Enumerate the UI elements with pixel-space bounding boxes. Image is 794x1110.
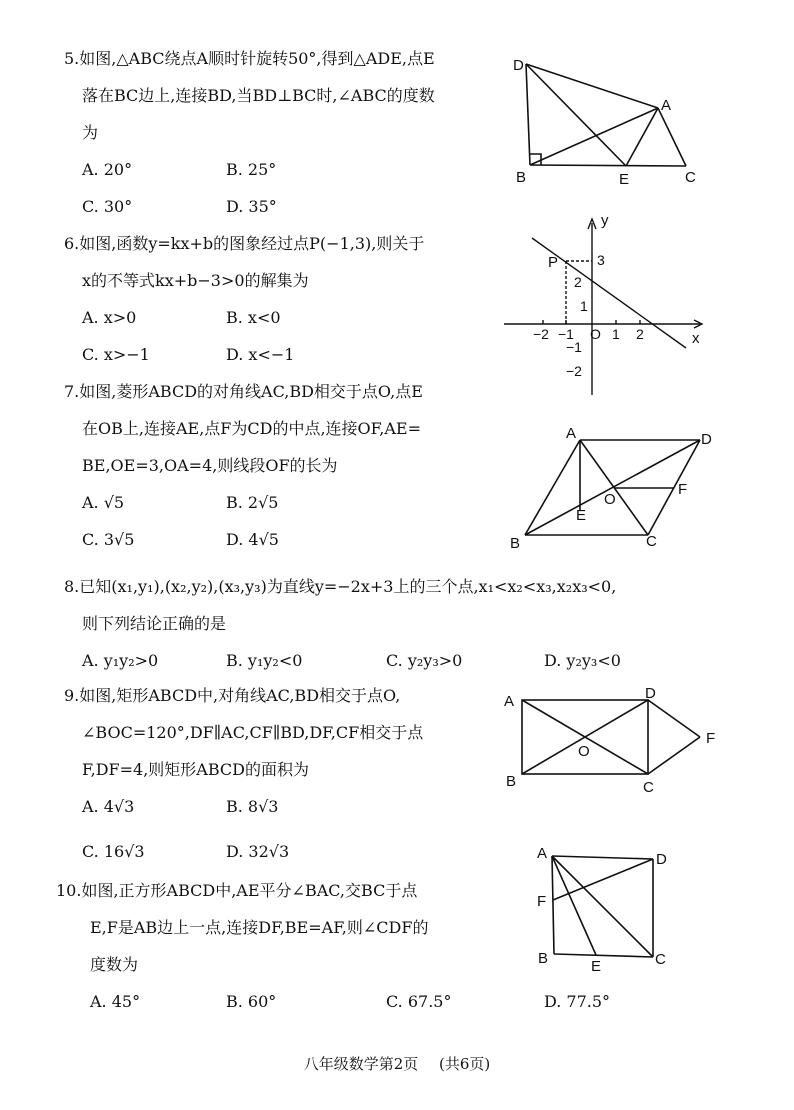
point-p-label: P: [548, 254, 559, 271]
option-a[interactable]: A. √5: [82, 493, 125, 512]
label-a: A: [661, 97, 672, 114]
options-row: [64, 188, 504, 225]
question-line: 已知(x₁,y₁),(x₂,y₂),(x₃,y₃)为直线y=−2x+3上的三个点,x₁<x₂<x₃,x₂x₃<0,: [79, 577, 617, 596]
option-c[interactable]: C. x>−1: [82, 345, 150, 364]
label-b: B: [506, 773, 517, 790]
tick-y-neg2: −2: [566, 363, 582, 379]
figure-q10: [520, 840, 720, 980]
option-b[interactable]: B. 8√3: [226, 797, 279, 816]
origin-label: O: [590, 326, 601, 342]
label-e: E: [591, 958, 602, 975]
label-a: A: [566, 425, 577, 442]
question-line: 如图,菱形ABCD的对角线AC,BD相交于点O,点E: [79, 382, 423, 401]
question-line: 如图,函数y=kx+b的图象经过点P(−1,3),则关于: [79, 234, 425, 253]
question-line: x的不等式kx+b−3>0的解集为: [82, 271, 309, 290]
label-a: A: [537, 845, 548, 862]
label-d: D: [513, 57, 524, 74]
page-total: (共6页): [439, 1055, 491, 1073]
tick-y-1: 1: [580, 298, 588, 314]
option-c[interactable]: C. 16√3: [82, 842, 145, 861]
label-c: C: [685, 169, 696, 186]
tick-x-neg2: −2: [533, 326, 549, 342]
option-b[interactable]: B. 25°: [226, 160, 277, 179]
question-5: [64, 40, 504, 225]
question-line: 度数为: [90, 955, 139, 974]
label-e: E: [619, 171, 630, 188]
question-line: 则下列结论正确的是: [82, 614, 227, 633]
question-8: [64, 568, 764, 679]
label-b: B: [516, 169, 527, 186]
question-line: ∠BOC=120°,DF∥AC,CF∥BD,DF,CF相交于点: [82, 723, 424, 742]
options-row: [64, 151, 504, 188]
option-d[interactable]: D. 77.5°: [544, 992, 611, 1011]
label-d: D: [656, 851, 667, 868]
options-row: [64, 788, 504, 825]
question-9: [64, 677, 504, 870]
question-line: 在OB上,连接AE,点F为CD的中点,连接OF,AE=: [82, 419, 421, 438]
option-c[interactable]: C. y₂y₃>0: [386, 651, 463, 670]
question-number: 8.: [64, 577, 80, 596]
question-line: F,DF=4,则矩形ABCD的面积为: [82, 760, 309, 779]
label-b: B: [510, 535, 521, 552]
options-row: [64, 833, 504, 870]
figure-q7: [500, 420, 730, 560]
label-f: F: [678, 481, 688, 498]
figure-q5: [500, 50, 710, 190]
question-line: 如图,矩形ABCD中,对角线AC,BD相交于点O,: [79, 686, 401, 705]
option-a[interactable]: A. 4√3: [82, 797, 135, 816]
tick-x-neg1: −1: [558, 326, 574, 342]
option-d[interactable]: D. y₂y₃<0: [544, 651, 621, 670]
question-number: 9.: [64, 686, 80, 705]
options-row: [64, 642, 764, 679]
question-line: E,F是AB边上一点,连接DF,BE=AF,则∠CDF的: [90, 918, 429, 937]
option-c[interactable]: C. 67.5°: [386, 992, 452, 1011]
label-a: A: [504, 693, 515, 710]
option-b[interactable]: B. 2√5: [226, 493, 279, 512]
option-c[interactable]: C. 3√5: [82, 530, 135, 549]
question-number: 10.: [56, 881, 82, 900]
options-row: [56, 983, 611, 1020]
question-line: 落在BC边上,连接BD,当BD⊥BC时,∠ABC的度数: [82, 86, 435, 105]
option-a[interactable]: A. 45°: [90, 992, 141, 1011]
question-6: [64, 225, 504, 373]
options-row: [64, 336, 504, 373]
question-number: 7.: [64, 382, 80, 401]
label-c: C: [643, 779, 654, 796]
option-a[interactable]: A. x>0: [82, 308, 137, 327]
question-line: 为: [82, 123, 99, 142]
label-c: C: [655, 951, 666, 968]
options-row: [64, 484, 504, 521]
options-row: [64, 521, 504, 558]
question-number: 5.: [64, 49, 80, 68]
axis-x-label: x: [692, 330, 700, 347]
label-e: E: [576, 507, 587, 524]
option-b[interactable]: B. y₁y₂<0: [226, 651, 303, 670]
option-c[interactable]: C. 30°: [82, 197, 133, 216]
question-line: BE,OE=3,OA=4,则线段OF的长为: [82, 456, 338, 475]
label-o: O: [604, 491, 616, 508]
tick-x-1: 1: [612, 326, 620, 342]
axis-y-label: y: [601, 212, 609, 229]
question-line: 如图,正方形ABCD中,AE平分∠BAC,交BC于点: [81, 881, 418, 900]
label-f: F: [706, 730, 716, 747]
label-d: D: [645, 685, 656, 702]
label-d: D: [701, 431, 712, 448]
option-a[interactable]: A. 20°: [82, 160, 133, 179]
figure-q9: [500, 680, 730, 800]
label-f: F: [537, 893, 547, 910]
tick-y-3: 3: [597, 252, 605, 268]
option-d[interactable]: D. 32√3: [226, 842, 290, 861]
label-o: O: [578, 743, 590, 760]
question-7: [64, 373, 504, 558]
tick-y-2: 2: [574, 274, 582, 290]
figure-q6: [500, 212, 710, 400]
question-line: 如图,△ABC绕点A顺时针旋转50°,得到△ADE,点E: [79, 49, 435, 68]
option-d[interactable]: D. 4√5: [226, 530, 279, 549]
label-c: C: [646, 533, 657, 550]
option-a[interactable]: A. y₁y₂>0: [82, 651, 159, 670]
page-number: 八年级数学第2页: [303, 1055, 419, 1073]
question-number: 6.: [64, 234, 80, 253]
page-footer: [0, 1053, 794, 1074]
options-row: [64, 299, 504, 336]
option-b[interactable]: B. 60°: [226, 992, 277, 1011]
option-b[interactable]: B. x<0: [226, 308, 281, 327]
tick-x-2: 2: [636, 326, 644, 342]
option-d[interactable]: D. x<−1: [226, 345, 295, 364]
question-10: [56, 872, 611, 1020]
option-d[interactable]: D. 35°: [226, 197, 277, 216]
label-b: B: [538, 950, 549, 967]
tick-y-neg1: −1: [566, 339, 582, 355]
